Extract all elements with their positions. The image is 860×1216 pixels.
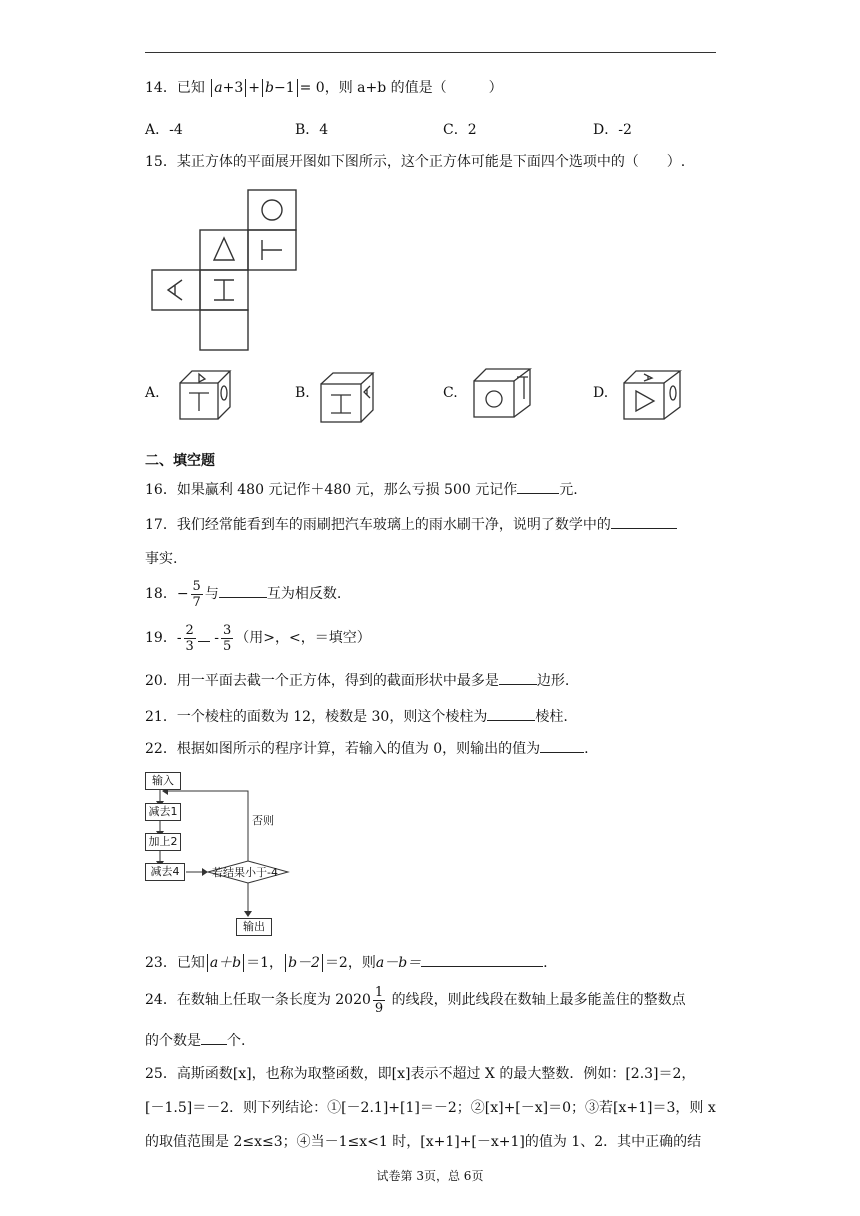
answer-blank[interactable] <box>611 514 677 529</box>
question-24-cont: 的个数是 个. <box>145 1030 245 1051</box>
cube-option-c[interactable] <box>468 365 540 425</box>
fraction: $\frac{2}{3}$ <box>185 622 194 654</box>
net-face-triangle <box>200 230 248 270</box>
answer-blank[interactable] <box>198 627 210 642</box>
q14-option-b[interactable]: B．4 <box>295 122 329 138</box>
q15-option-d[interactable]: D. <box>593 385 609 401</box>
fraction: $\frac{1}{9}$ <box>374 984 384 1016</box>
answer-blank[interactable] <box>201 1030 227 1045</box>
abs-bar <box>297 79 298 97</box>
answer-blank[interactable] <box>219 583 267 598</box>
answer-blank[interactable] <box>421 952 543 967</box>
flow-add2-box: 加上2 <box>145 833 181 851</box>
net-face-blank <box>200 310 248 350</box>
cube-option-b[interactable] <box>315 368 385 428</box>
question-25-line2: [－1.5]＝－2．则下列结论：①[－2.1]+[1]＝－2；②[x]+[－x]＝0；③若[x+1]＝3，则 x <box>145 1100 716 1116</box>
triangle-icon <box>214 238 234 260</box>
q14-tail: ，则 a+b 的值是（ ） <box>324 80 503 96</box>
fraction: $\frac{3}{5}$ <box>223 622 232 654</box>
top-rule <box>145 52 716 53</box>
t-rotated-icon <box>262 240 282 260</box>
q14-var-b: b <box>265 80 274 96</box>
question-20: 20．用一平面去截一个正方体，得到的截面形状中最多是 边形. <box>145 670 569 691</box>
circle-icon <box>262 200 282 220</box>
flow-output-box: 输出 <box>236 918 272 936</box>
flow-else-label: 否则 <box>252 814 274 827</box>
cube-option-a[interactable] <box>172 365 242 425</box>
question-18: 18．− $\frac{5}{7}$ 与 互为相反数. <box>145 578 342 610</box>
q14-option-d[interactable]: D．-2 <box>593 122 632 138</box>
question-25-line3: 的取值范围是 2≤x≤3；④当－1≤x<1 时，[x+1]+[－x+1]的值为 1、2．其中正确的结 <box>145 1134 702 1150</box>
flow-subtract4-box: 减去4 <box>145 863 185 881</box>
abs-bar <box>245 79 246 97</box>
cube-net-figure <box>148 188 300 354</box>
page-footer: 试卷第 3页，总 6页 <box>376 1169 484 1183</box>
q15-option-b[interactable]: B. <box>295 385 310 401</box>
question-17: 17．我们经常能看到车的雨刷把汽车玻璃上的雨水刷干净，说明了数学中的 <box>145 514 677 535</box>
q14-plus: + <box>248 80 261 96</box>
q14-plus3: +3 <box>222 80 244 96</box>
question-14 <box>145 78 503 98</box>
section-title: 二、填空题 <box>145 453 215 469</box>
question-15: 15．某正方体的平面展开图如下图所示，这个正方体可能是下面四个选项中的（ ）. <box>145 154 686 170</box>
q15-option-a[interactable]: A. <box>145 385 160 401</box>
q14-minus1: −1 <box>273 80 295 96</box>
flow-input-box: 输入 <box>145 772 181 790</box>
abs-bar <box>211 79 212 97</box>
a-rotated-icon <box>168 280 182 300</box>
answer-blank[interactable] <box>517 479 559 494</box>
answer-blank[interactable] <box>499 670 537 685</box>
flow-subtract1-box: 减去1 <box>145 803 181 821</box>
net-face-a <box>152 270 200 310</box>
q14-option-a[interactable]: A．-4 <box>145 122 183 138</box>
i-beam-icon <box>214 280 234 300</box>
q14-equals: = 0 <box>299 80 325 96</box>
net-face-circle <box>248 190 296 230</box>
q14-option-c[interactable]: C．2 <box>443 122 477 138</box>
q15-option-c[interactable]: C. <box>443 385 458 401</box>
question-22: 22．根据如图所示的程序计算，若输入的值为 0，则输出的值为 . <box>145 738 589 759</box>
question-17-cont: 事实. <box>145 551 178 567</box>
q14-var-a: a <box>214 80 223 96</box>
q14-stem: 14．已知 <box>145 80 205 96</box>
question-24: 24．在数轴上任取一条长度为 2020 $\frac{1}{9}$ 的线段，则此线段在数轴上最多能盖住的整数点 <box>145 984 686 1016</box>
flowchart-arrows <box>140 765 310 940</box>
answer-blank[interactable] <box>487 706 535 721</box>
question-23: 23．已知 a＋b ＝1， b－2 ＝2，则a－b＝ . <box>145 952 548 973</box>
flow-condition-text: 若结果小于-4 <box>212 866 278 879</box>
fraction: $\frac{5}{7}$ <box>192 578 201 610</box>
abs-bar <box>262 79 263 97</box>
question-25-line1: 25．高斯函数[x]，也称为取整函数，即[x]表示不超过 X 的最大整数．例如：[2.3]＝2， <box>145 1066 696 1082</box>
question-16: 16．如果赢利 480 元记作＋480 元，那么亏损 500 元记作 元. <box>145 479 578 500</box>
cube-option-d[interactable] <box>618 365 690 425</box>
question-21: 21．一个棱柱的面数为 12，棱数是 30，则这个棱柱为 棱柱. <box>145 706 568 727</box>
answer-blank[interactable] <box>540 738 584 753</box>
question-19: 19．- $\frac{2}{3}$ - $\frac{3}{5}$ （用>，<，＝填空） <box>145 622 371 654</box>
